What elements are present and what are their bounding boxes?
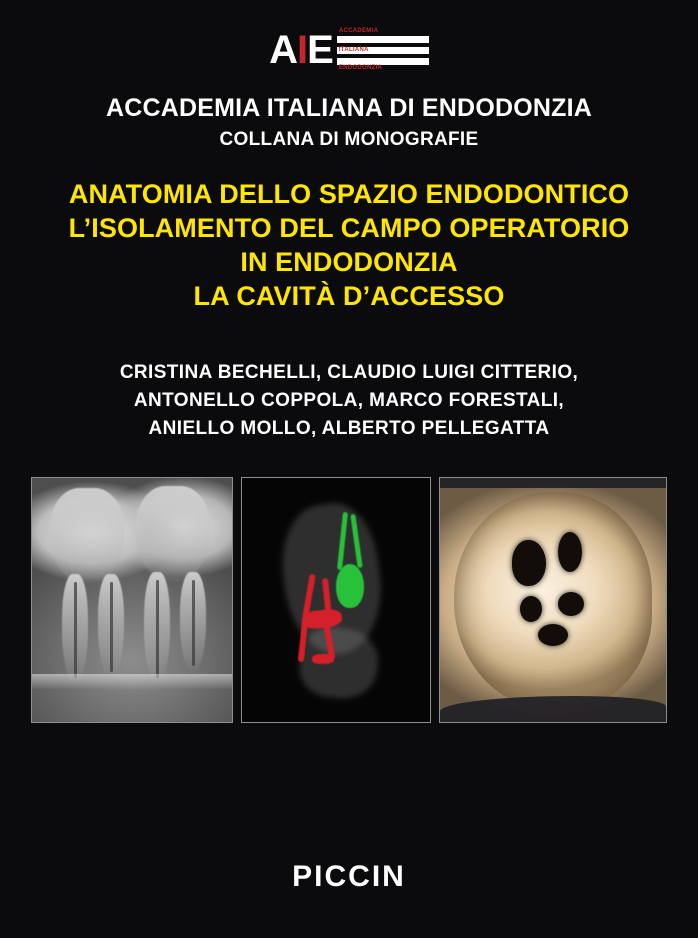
bone-lamina	[32, 674, 232, 690]
author-list	[120, 359, 578, 443]
logo-word-accademia: ACCADEMIA	[338, 28, 379, 34]
aie-logo-bars	[337, 26, 429, 74]
crown-shape	[136, 486, 210, 582]
title-line-2: L’ISOLAMENTO DEL CAMPO OPERATORIO	[68, 213, 630, 243]
root-canal-line	[192, 580, 195, 666]
aie-letter-i: I	[297, 28, 308, 72]
pulp-chamber-opening	[512, 540, 546, 586]
logo-word-italiana: ITALIANA	[338, 46, 369, 53]
root-canal-line	[110, 582, 113, 672]
logo-word-endodonzia: ENDODONZIA	[338, 65, 383, 71]
title-line-3: IN ENDODONZIA	[240, 247, 458, 277]
title-line-4: LA CAVITÀ D’ACCESSO	[193, 281, 505, 311]
red-canal-apex	[312, 654, 334, 664]
crown-shape	[50, 488, 124, 584]
root-canal-line	[156, 580, 159, 678]
series-name: COLLANA DI MONOGRAFIE	[219, 129, 479, 150]
aie-letter-e: E	[307, 28, 333, 72]
canal-orifice	[538, 624, 568, 646]
green-pulp-chamber	[336, 564, 364, 608]
title-line-1: ANATOMIA DELLO SPAZIO ENDODONTICO	[68, 179, 630, 209]
aie-logo	[269, 26, 429, 74]
cover-image-strip	[31, 477, 667, 723]
root-canal-line	[74, 582, 77, 678]
author-line-3: ANIELLO MOLLO, ALBERTO PELLEGATTA	[148, 418, 550, 439]
author-line-2: ANTONELLO COPPOLA, MARCO FORESTALI,	[133, 390, 565, 411]
radiograph-tooth-structures	[32, 478, 232, 722]
photo-vignette-top	[440, 478, 666, 488]
canal-orifice	[520, 596, 542, 622]
clinical-photo-access-cavity	[439, 477, 667, 723]
canal-orifice	[558, 592, 584, 616]
publisher-name: PICCIN	[292, 860, 406, 893]
periapical-radiograph	[31, 477, 233, 723]
author-line-1: CRISTINA BECHELLI, CLAUDIO LUIGI CITTERIO,	[119, 362, 579, 383]
book-title	[19, 177, 679, 313]
pulp-chamber-opening	[558, 532, 582, 572]
aie-acronym	[269, 26, 333, 74]
aie-logo-words	[339, 28, 382, 72]
organization-name: ACCADEMIA ITALIANA DI ENDODONZIA	[105, 94, 592, 122]
cbct-3d-root-canal-reconstruction	[241, 477, 431, 723]
aie-letter-a: A	[269, 28, 298, 72]
tooth-occlusal-surface	[454, 492, 652, 710]
